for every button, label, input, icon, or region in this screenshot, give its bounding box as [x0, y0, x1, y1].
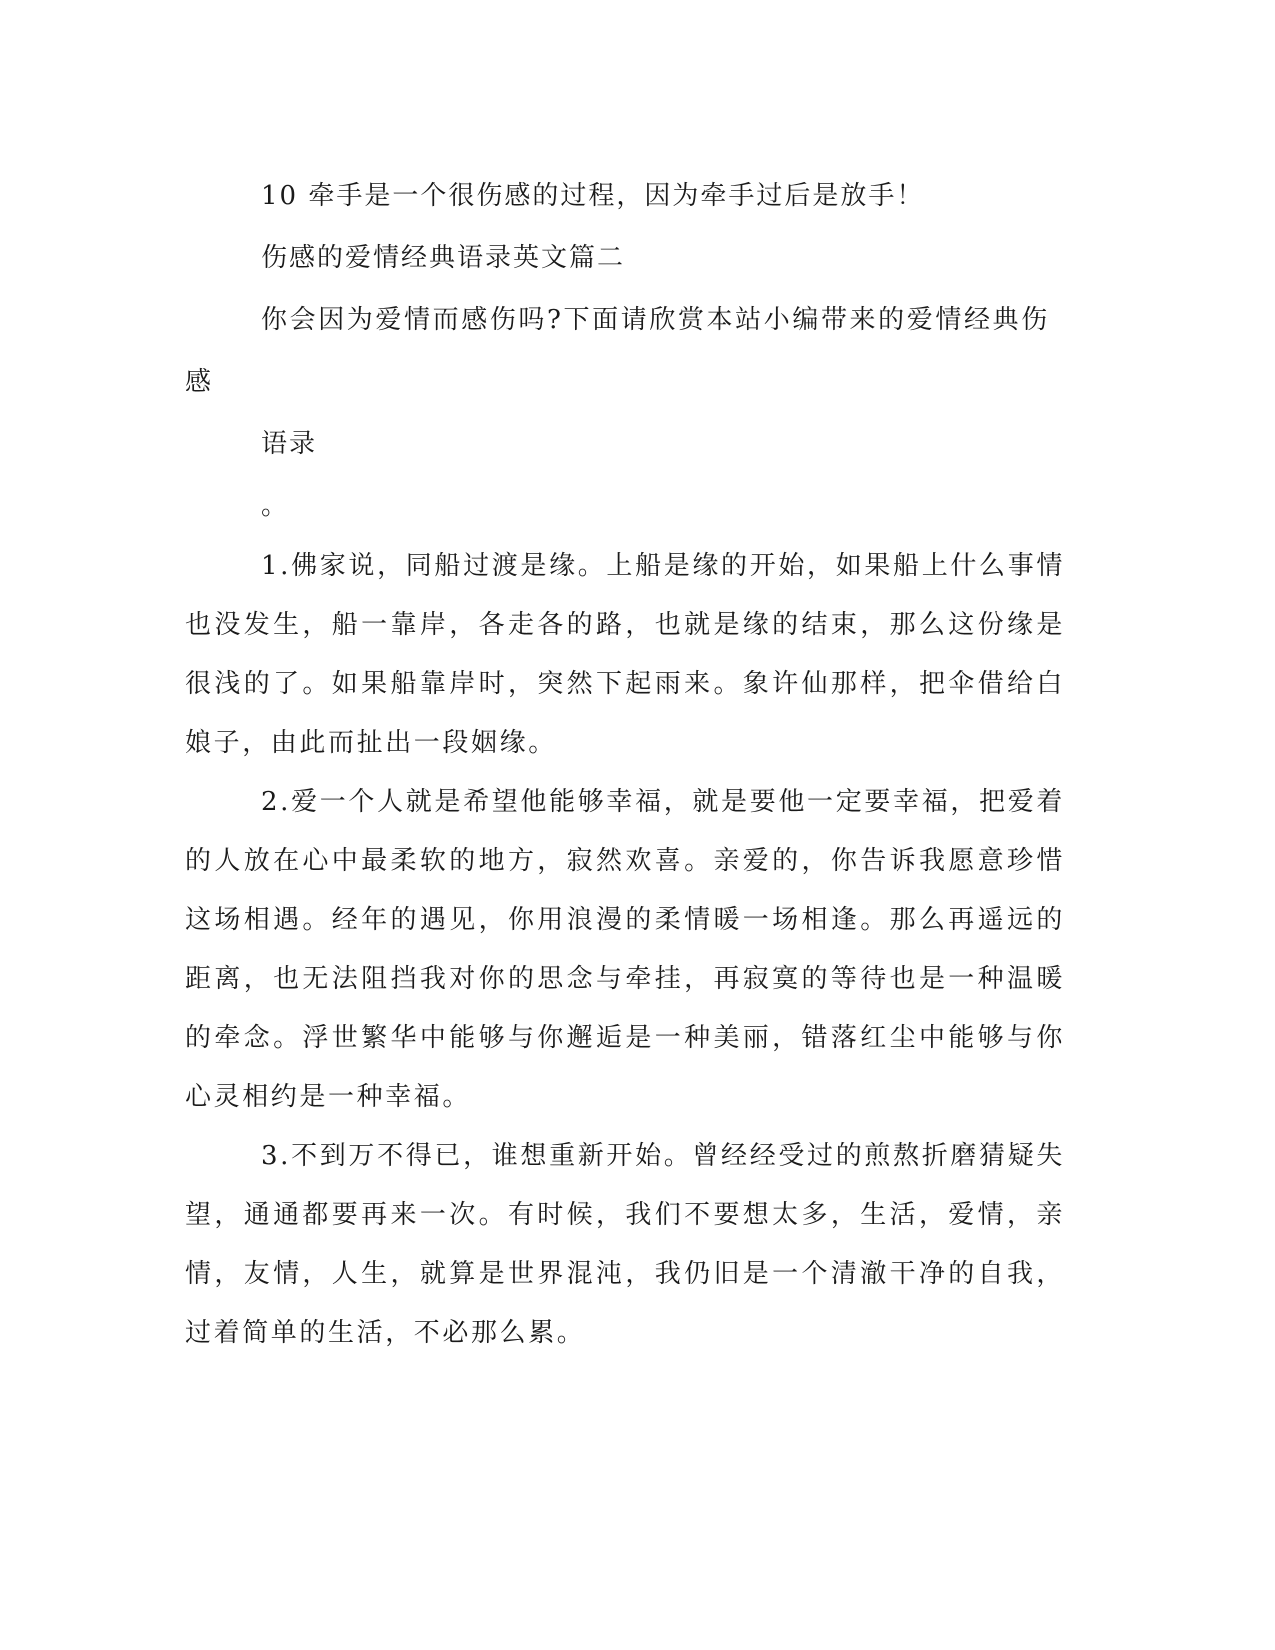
- period-mark: 。: [261, 491, 290, 521]
- list-item-10: 10 牵手是一个很伤感的过程，因为牵手过后是放手！: [261, 181, 925, 211]
- section-heading: 伤感的爱情经典语录英文篇二: [261, 243, 626, 273]
- intro-paragraph: 你会因为爱情而感伤吗?下面请欣赏本站小编带来的爱情经典伤感: [185, 305, 1050, 397]
- document-body: [185, 165, 1065, 1363]
- quote-paragraph-3: 3.不到万不得已，谁想重新开始。曾经经受过的煎熬折磨猜疑失望，通通都要再来一次。有时候，我们不要想太多，生活，爱情，亲情，友情，人生，就算是世界混沌，我仍旧是一个清澈干净的自我，过着简单的生活，不必那么累。: [185, 1141, 1065, 1348]
- quote-paragraph-1: 1.佛家说，同船过渡是缘。上船是缘的开始，如果船上什么事情也没发生，船一靠岸，各走各的路，也就是缘的结束，那么这份缘是很浅的了。如果船靠岸时，突然下起雨来。象许仙那样，把伞借给白娘子，由此而扯出一段姻缘。: [185, 551, 1065, 758]
- quote-paragraph-2: 2.爱一个人就是希望他能够幸福，就是要他一定要幸福，把爱着的人放在心中最柔软的地方，寂然欢喜。亲爱的，你告诉我愿意珍惜这场相遇。经年的遇见，你用浪漫的柔情暖一场相逢。那么再遥远的距离，也无法阻挡我对你的思念与牵挂，再寂寞的等待也是一种温暖的牵念。浮世繁华中能够与你邂逅是一种美丽，错落红尘中能够与你心灵相约是一种幸福。: [185, 787, 1065, 1112]
- quotes-word: 语录: [261, 429, 318, 459]
